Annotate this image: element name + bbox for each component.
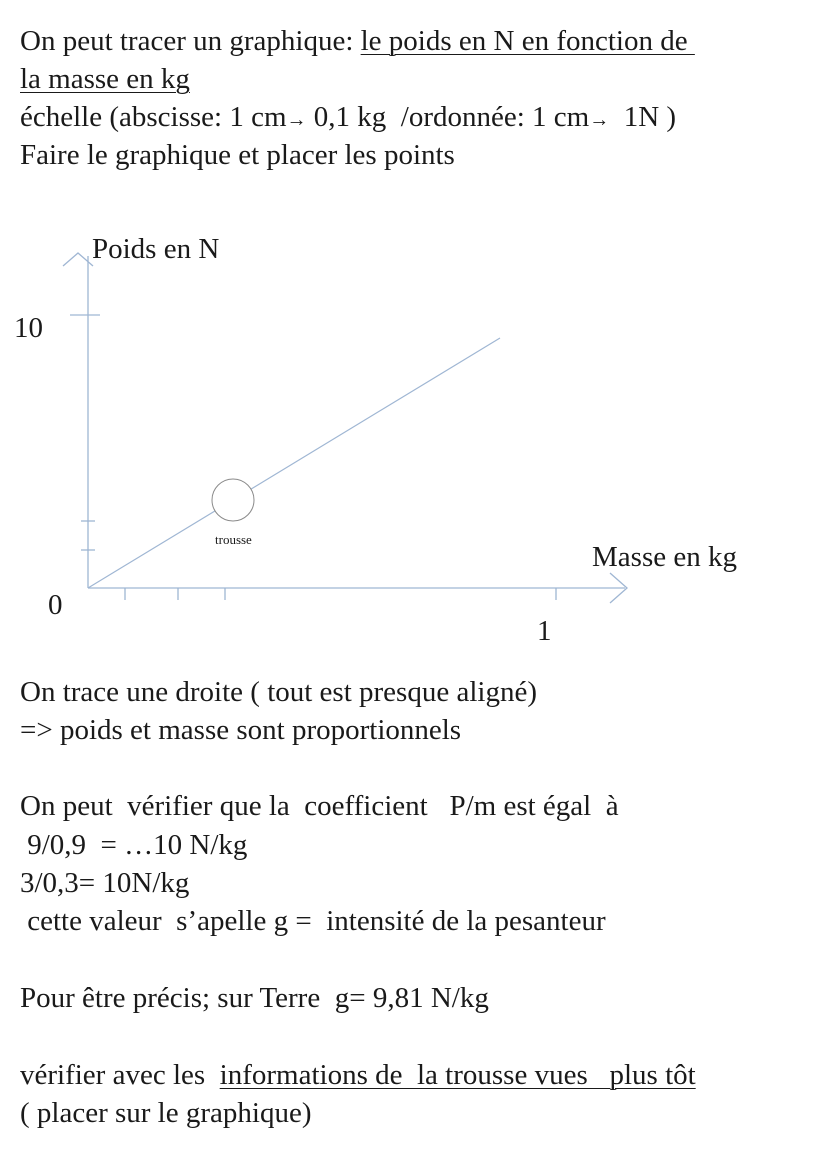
intro-underlined-text-2: la masse en kg	[20, 63, 190, 95]
g-definition-text: cette valeur s’apelle g = intensité de la pesanteur	[20, 905, 606, 937]
instruction-line: Faire le graphique et placer les points	[20, 139, 455, 171]
graph	[0, 220, 828, 660]
intro-line-2	[20, 60, 190, 98]
y-tick-label: 10	[14, 312, 43, 344]
x-axis-label: Masse en kg	[592, 541, 737, 573]
scale-prefix: échelle (abscisse: 1 cm	[20, 101, 287, 133]
conclusion-text: => poids et masse sont proportionnels	[20, 714, 462, 746]
arrow-icon: →	[286, 109, 307, 131]
scale-line	[20, 98, 676, 139]
arrow-icon-2: →	[589, 109, 610, 131]
origin-label: 0	[48, 589, 63, 621]
verify-text: On peut vérifier que la coefficient P/m est égal à	[20, 790, 619, 822]
place-text: ( placer sur le graphique)	[20, 1097, 312, 1129]
precise-value-text: Pour être précis; sur Terre g= 9,81 N/kg	[20, 982, 489, 1014]
x-tick-label: 1	[537, 615, 552, 647]
scale-mid: 0,1 kg /ordonnée: 1 cm	[306, 101, 590, 133]
check-underlined-text: informations de la trousse vues plus tôt	[219, 1059, 696, 1091]
check-line	[20, 1056, 696, 1094]
calc-1-text: 9/0,9 = …10 N/kg	[20, 829, 248, 861]
y-axis-label: Poids en N	[92, 233, 220, 265]
line-drawn-text: On trace une droite ( tout est presque aligné)	[20, 676, 537, 708]
marker-label: trousse	[215, 532, 252, 547]
intro-underlined-text: le poids en N en fonction de	[360, 25, 695, 57]
proportional-line	[88, 338, 500, 588]
scale-suffix: 1N )	[609, 101, 677, 133]
intro-text: On peut tracer un graphique:	[20, 25, 361, 57]
check-text: vérifier avec les	[20, 1059, 220, 1091]
intro-line-1	[20, 22, 695, 60]
calc-2-text: 3/0,3= 10N/kg	[20, 867, 190, 899]
trousse-marker	[212, 479, 254, 521]
